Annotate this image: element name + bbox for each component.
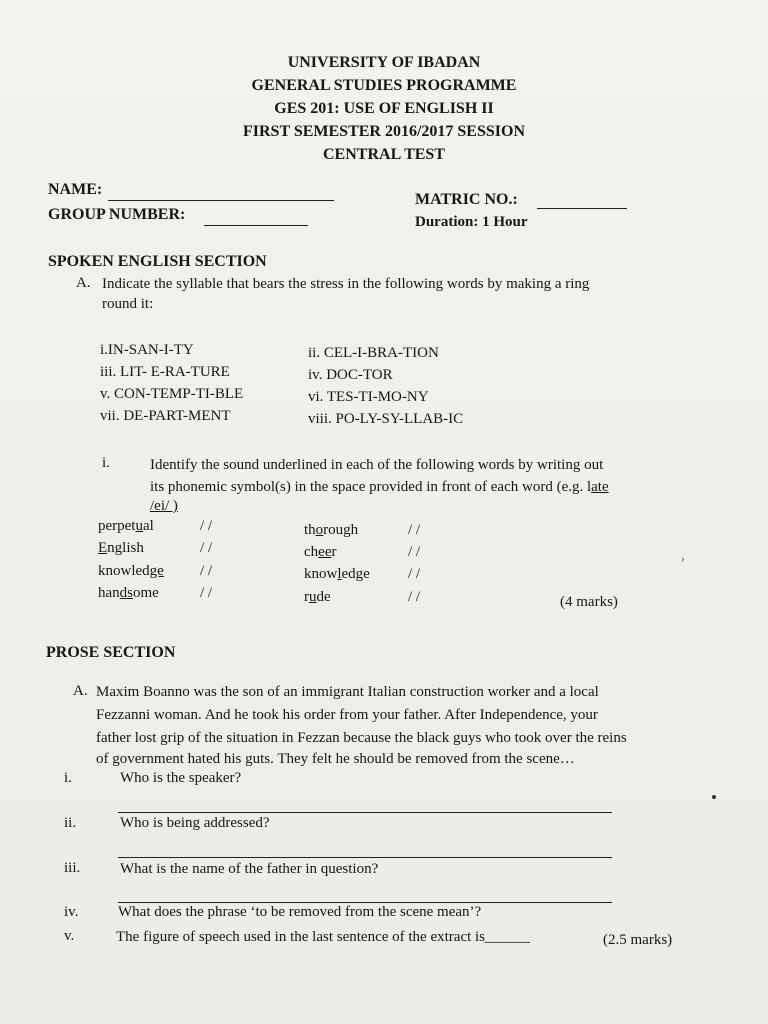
question-number: iii.	[64, 860, 81, 876]
question-number: iv.	[64, 904, 79, 920]
question-a-instruction-line1: Indicate the syllable that bears the stress in the following words by making a ring	[102, 276, 590, 292]
sound-word-right: thorough	[304, 522, 359, 538]
prose-a-label: A.	[73, 683, 88, 699]
sound-word-left: handsome	[98, 585, 159, 601]
passage-line: of government hated his guts. They felt he should be removed from the scene…	[96, 751, 575, 767]
prose-section-title: PROSE SECTION	[46, 644, 176, 661]
matric-label: MATRIC NO.:	[415, 191, 518, 208]
sound-word-right: rude	[304, 589, 331, 605]
duration-text: Duration: 1 Hour	[415, 214, 528, 230]
question-text: The figure of speech used in the last sentence of the extract is______	[116, 929, 531, 945]
passage-line: Maxim Boanno was the son of an immigrant Italian construction worker and a local	[96, 684, 599, 700]
group-number-answer-line[interactable]	[204, 225, 308, 226]
spoken-marks: (4 marks)	[560, 594, 618, 610]
stress-word-left: i.IN-SAN-I-TY	[100, 342, 194, 358]
answer-slashes[interactable]: / /	[200, 540, 213, 556]
stress-word-left: iii. LIT- E-RA-TURE	[100, 364, 230, 380]
name-answer-line[interactable]	[108, 200, 334, 201]
spoken-section-title: SPOKEN ENGLISH SECTION	[48, 253, 267, 270]
sound-word-left: perpetual	[98, 518, 154, 534]
question-number: i.	[64, 770, 72, 786]
stress-word-left: vii. DE-PART-MENT	[100, 408, 231, 424]
passage-line: Fezzanni woman. And he took his order from your father. After Independence, your	[96, 707, 598, 723]
matric-answer-line[interactable]	[537, 208, 627, 209]
question-a-label: A.	[76, 275, 91, 291]
question-b-instruction-line2: its phonemic symbol(s) in the space provided in front of each word (e.g. late	[150, 479, 609, 495]
passage-line: father lost grip of the situation in Fezzan because the black guys who took over the reins	[96, 730, 627, 746]
stress-word-right: vi. TES-TI-MO-NY	[308, 389, 429, 405]
fill-in-blank[interactable]: ______	[485, 929, 531, 945]
name-label: NAME:	[48, 181, 103, 198]
answer-slashes[interactable]: / /	[200, 585, 213, 601]
question-text: What is the name of the father in question?	[120, 861, 379, 877]
session-title: FIRST SEMESTER 2016/2017 SESSION	[242, 123, 525, 140]
university-title: UNIVERSITY OF IBADAN	[287, 54, 481, 71]
answer-line[interactable]	[118, 857, 612, 858]
programme-title: GENERAL STUDIES PROGRAMME	[251, 77, 517, 94]
stress-word-right: ii. CEL-I-BRA-TION	[308, 345, 439, 361]
answer-slashes[interactable]: / /	[408, 522, 421, 538]
question-number: ii.	[64, 815, 77, 831]
answer-line[interactable]	[118, 812, 612, 813]
stress-word-right: viii. PO-LY-SY-LLAB-IC	[308, 411, 464, 427]
answer-slashes[interactable]: / /	[408, 544, 421, 560]
answer-slashes[interactable]: / /	[200, 563, 213, 579]
sound-word-right: cheer	[304, 544, 337, 560]
stray-ink-dot	[712, 795, 716, 799]
stray-ink-mark: ›	[681, 553, 685, 565]
course-title: GES 201: USE OF ENGLISH II	[274, 100, 494, 117]
test-title: CENTRAL TEST	[323, 146, 445, 163]
group-number-label: GROUP NUMBER:	[48, 206, 186, 223]
question-text: Who is the speaker?	[120, 770, 242, 786]
answer-line[interactable]	[118, 902, 612, 903]
question-a-instruction-line2: round it:	[102, 296, 154, 312]
answer-slashes[interactable]: / /	[408, 566, 421, 582]
prose-marks: (2.5 marks)	[603, 932, 673, 948]
sound-word-left: knowledge	[98, 563, 164, 579]
stress-word-left: v. CON-TEMP-TI-BLE	[100, 386, 244, 402]
question-text: What does the phrase ‘to be removed from the scene mean’?	[118, 904, 482, 920]
question-text: Who is being addressed?	[120, 815, 270, 831]
sound-word-right: knowledge	[304, 566, 370, 582]
question-number: v.	[64, 928, 75, 944]
example-underlined-sound: ate	[591, 479, 609, 495]
question-b-label: i.	[102, 455, 110, 471]
question-b-instruction-line1: Identify the sound underlined in each of the following words by writing out	[150, 457, 604, 473]
sound-word-left: English	[98, 540, 144, 556]
stress-word-right: iv. DOC-TOR	[308, 367, 393, 383]
answer-slashes[interactable]: / /	[408, 589, 421, 605]
question-b-example-symbol: /ei/ )	[150, 498, 178, 514]
answer-slashes[interactable]: / /	[200, 518, 213, 534]
